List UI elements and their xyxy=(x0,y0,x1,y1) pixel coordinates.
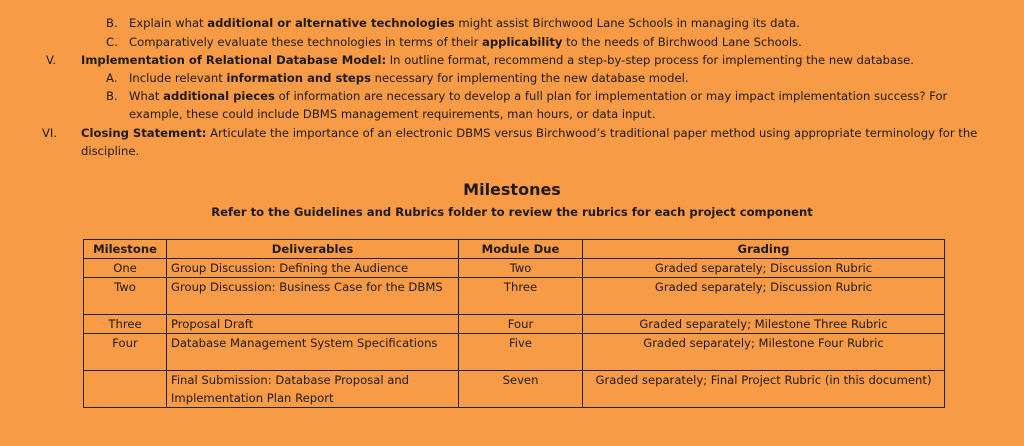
module-due-cell: Five xyxy=(459,334,583,371)
outline-item-vb: What additional pieces of information are necessary to develop a full plan for implementation or may impact implementation success? For xyxy=(129,89,948,103)
milestone-cell: One xyxy=(84,259,167,278)
header-milestone: Milestone xyxy=(84,240,167,259)
grading-cell: Graded separately; Milestone Three Rubric xyxy=(583,315,945,334)
milestones-subtitle: Refer to the Guidelines and Rubrics folder to review the rubrics for each project component xyxy=(211,205,813,219)
header-grading: Grading xyxy=(583,240,945,259)
milestone-cell: Four xyxy=(84,334,167,371)
item-label-va: A. xyxy=(106,71,118,85)
grading-cell: Graded separately; Final Project Rubric (in this document) xyxy=(583,371,945,408)
section-numeral-vi: VI. xyxy=(42,126,58,140)
section-vi-continued: discipline. xyxy=(81,144,140,158)
item-label-vb: B. xyxy=(106,89,118,103)
milestone-cell: Three xyxy=(84,315,167,334)
outline-item-c: Comparatively evaluate these technologies in terms of their applicability to the needs of Birchwood Lane Schools. xyxy=(129,35,802,49)
header-deliverables: Deliverables xyxy=(167,240,459,259)
table-header-row xyxy=(84,240,945,259)
outline-item-b: Explain what additional or alternative technologies might assist Birchwood Lane Schools in managing its data. xyxy=(129,16,800,30)
deliverable-cell: Group Discussion: Defining the Audience xyxy=(167,259,459,278)
outline-item-vb-continued: example, these could include DBMS management requirements, man hours, or data input. xyxy=(129,107,656,121)
table-row xyxy=(84,334,945,371)
table-row xyxy=(84,315,945,334)
deliverable-cell: Proposal Draft xyxy=(167,315,459,334)
outline-item-va: Include relevant information and steps necessary for implementing the new database model. xyxy=(129,71,689,85)
module-due-cell: Seven xyxy=(459,371,583,408)
module-due-cell: Three xyxy=(459,278,583,315)
grading-cell: Graded separately; Milestone Four Rubric xyxy=(583,334,945,371)
milestones-title: Milestones xyxy=(463,180,561,199)
item-label-c: C. xyxy=(106,35,118,49)
table-row xyxy=(84,259,945,278)
milestones-table xyxy=(83,239,945,408)
header-module-due: Module Due xyxy=(459,240,583,259)
deliverable-cell: Group Discussion: Business Case for the DBMS xyxy=(167,278,459,315)
grading-cell: Graded separately; Discussion Rubric xyxy=(583,278,945,315)
table-row xyxy=(84,278,945,315)
milestone-cell xyxy=(84,371,167,408)
table-row xyxy=(84,371,945,408)
section-heading-v: Implementation of Relational Database Model: In outline format, recommend a step-by-step process for implementing the new database. xyxy=(81,53,914,67)
grading-cell: Graded separately; Discussion Rubric xyxy=(583,259,945,278)
module-due-cell: Four xyxy=(459,315,583,334)
item-label-b: B. xyxy=(106,16,118,30)
deliverable-cell: Database Management System Specifications xyxy=(167,334,459,371)
milestone-cell: Two xyxy=(84,278,167,315)
deliverable-cell: Final Submission: Database Proposal and Implementation Plan Report xyxy=(167,371,459,408)
section-heading-vi: Closing Statement: Articulate the importance of an electronic DBMS versus Birchwood’s traditional paper method using appropriate terminology for the xyxy=(81,126,978,140)
module-due-cell: Two xyxy=(459,259,583,278)
section-numeral-v: V. xyxy=(46,53,57,67)
